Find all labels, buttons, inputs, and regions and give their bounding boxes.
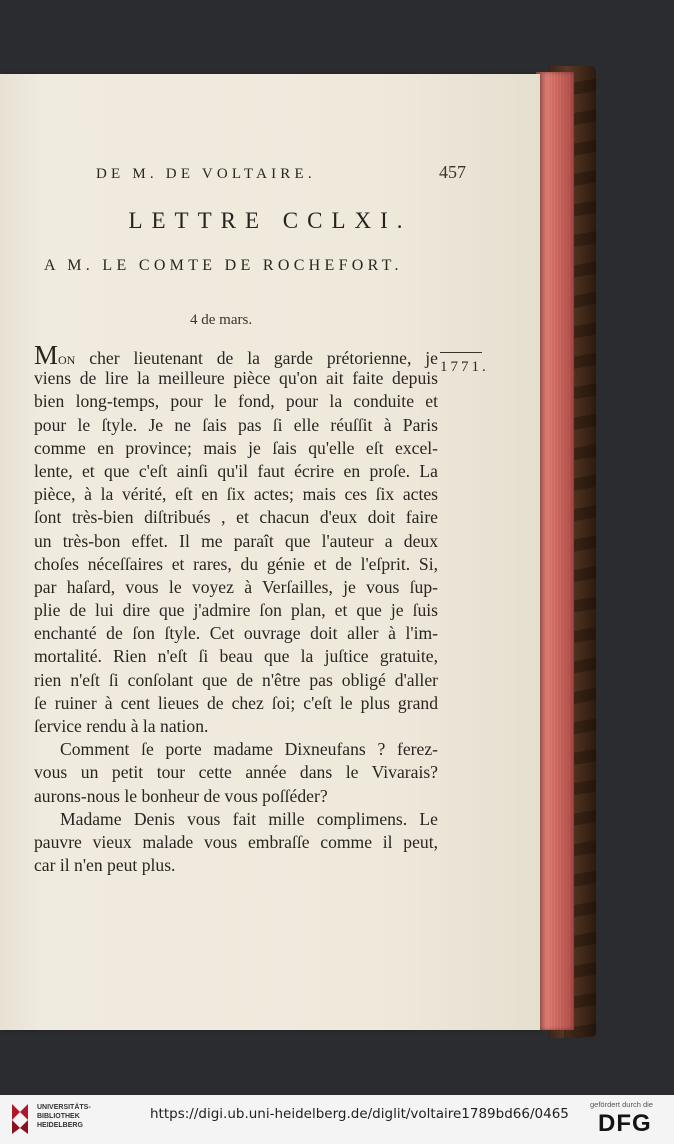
margin-rule — [440, 352, 482, 353]
text-line-12: plie de lui dire que j'admire ſon plan, et que je ſuis — [34, 600, 438, 621]
page-number: 457 — [439, 162, 466, 182]
margin-year: 1771. — [440, 359, 489, 375]
text-line-4: pour le ſtyle. Je ne ſais pas ſi elle réuſſit à Paris — [34, 414, 438, 435]
text-line-20: aurons-nous le bonheur de vous poſſéder? — [34, 785, 328, 806]
text-line-13: enchanté de ſon ſtyle. Cet ouvrage doit aller à l'im- — [34, 623, 438, 644]
text-line-1 — [34, 340, 438, 370]
text-line-21: Madame Denis vous fait mille complimens. Le — [60, 808, 438, 829]
text-line-17: ſervice rendu à la nation. — [34, 716, 209, 736]
text-line-5: comme en province; mais je ſais qu'elle eſt excel- — [34, 437, 438, 458]
text-line-19: vous un petit tour cette année dans le Vivarais? — [34, 762, 438, 783]
library-logo-icon — [8, 1100, 32, 1136]
running-title: DE M. DE VOLTAIRE. — [96, 166, 316, 182]
letter-title: LETTRE CCLXI. — [128, 208, 412, 233]
text-line-8: ſont très-bien diſtribués , et chacun d'eux doit faire — [34, 507, 438, 528]
text-line-18: Comment ſe porte madame Dixneufans ? ferez- — [60, 739, 438, 760]
page-edge — [536, 72, 574, 1030]
library-name — [37, 1103, 91, 1130]
letter-body — [34, 340, 438, 877]
addressee: A M. LE COMTE DE ROCHEFORT. — [44, 257, 403, 274]
library-name-line-3: HEIDELBERG — [37, 1122, 83, 1129]
text-line-1-rest: cher lieutenant de la garde prétorienne, je — [75, 348, 438, 368]
text-line-16: ſe ruiner à cent lieues de chez ſoi; c'eſt le plus grand — [34, 692, 438, 713]
dropcap: M — [34, 340, 59, 370]
text-line-11: par haſard, vous le voyez à Verſailles, je vous ſup- — [34, 576, 438, 597]
text-line-23: car il n'en peut plus. — [34, 855, 176, 876]
dropcap-smallcaps: on — [58, 348, 76, 368]
text-line-9: un très-bon effet. Il me paraît que l'auteur a deux — [34, 530, 438, 551]
text-line-3: bien long-temps, pour le fond, pour la conduite et — [34, 391, 438, 412]
text-line-15: rien n'eſt ſi conſolant que de n'être pas obligé d'aller — [34, 669, 438, 690]
funder-note: gefördert durch die — [590, 1100, 653, 1109]
date-line: 4 de mars. — [190, 312, 253, 328]
source-url-link[interactable]: https://digi.ub.uni-heidelberg.de/diglit/voltaire1789bd66/0465 — [150, 1106, 569, 1122]
text-line-7: pièce, à la vérité, eſt en ſix actes; mais ces ſix actes — [34, 484, 438, 505]
text-line-2: viens de lire la meilleure pièce qu'on ait faite depuis — [34, 368, 438, 389]
running-head — [96, 162, 466, 192]
text-line-14: mortalité. Rien n'eſt ſi beau que la juſtice gratuite, — [34, 646, 438, 667]
text-line-22: pauvre vieux malade vous embraſſe comme il peut, — [34, 831, 438, 852]
library-name-line-1: UNIVERSITÄTS- — [37, 1104, 91, 1111]
library-name-line-2: BIBLIOTHEK — [37, 1113, 80, 1120]
text-line-6: lente, et que c'eſt ainſi qu'il faut écrire en proſe. La — [34, 460, 438, 481]
text-line-10: choſes néceſſaires et rares, du génie et de l'eſprit. Si, — [34, 553, 438, 574]
funder-logo: DFG — [598, 1110, 652, 1137]
